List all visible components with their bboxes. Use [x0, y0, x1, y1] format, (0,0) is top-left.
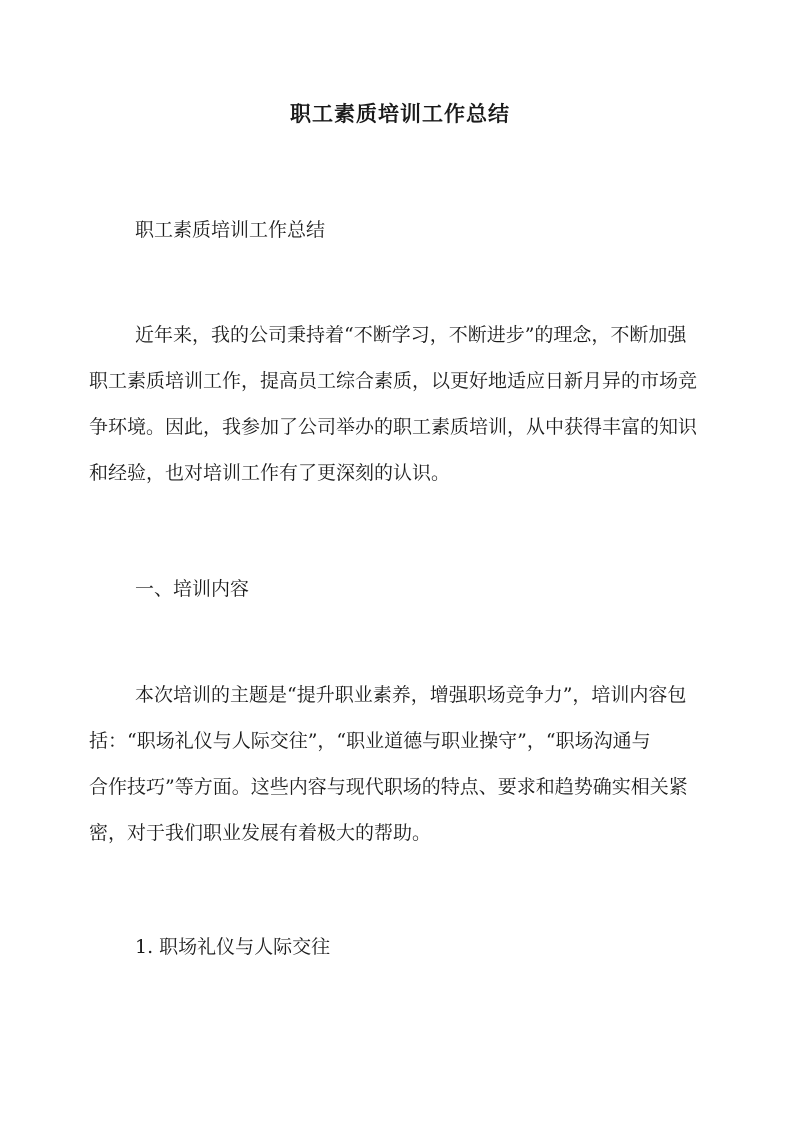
document-subtitle: 职工素质培训工作总结	[135, 219, 326, 241]
section1-line-2: 括：“职场礼仪与人际交往”，“职业道德与职业操守”，“职场沟通与	[89, 730, 651, 752]
intro-line-1: 近年来，我的公司秉持着“不断学习，不断进步”的理念，不断加强	[135, 324, 687, 346]
section1-line-3: 合作技巧”等方面。这些内容与现代职场的特点、要求和趋势确实相关紧	[89, 776, 688, 798]
intro-paragraph	[89, 312, 698, 496]
section1-line-4: 密，对于我们职业发展有着极大的帮助。	[89, 822, 432, 844]
section-heading-training-content: 一、培训内容	[135, 578, 250, 600]
intro-line-3: 争环境。因此，我参加了公司举办的职工素质培训，从中获得丰富的知识	[89, 416, 698, 438]
intro-line-2: 职工素质培训工作，提高员工综合素质，以更好地适应日新月异的市场竞	[89, 370, 698, 392]
section1-paragraph	[89, 672, 695, 856]
intro-line-4: 和经验，也对培训工作有了更深刻的认识。	[89, 462, 451, 484]
document-title: 职工素质培训工作总结	[290, 101, 510, 126]
section1-line-1: 本次培训的主题是“提升职业素养，增强职场竞争力”，培训内容包	[135, 684, 687, 706]
subsection-heading-etiquette: 1. 职场礼仪与人际交往	[135, 936, 331, 958]
